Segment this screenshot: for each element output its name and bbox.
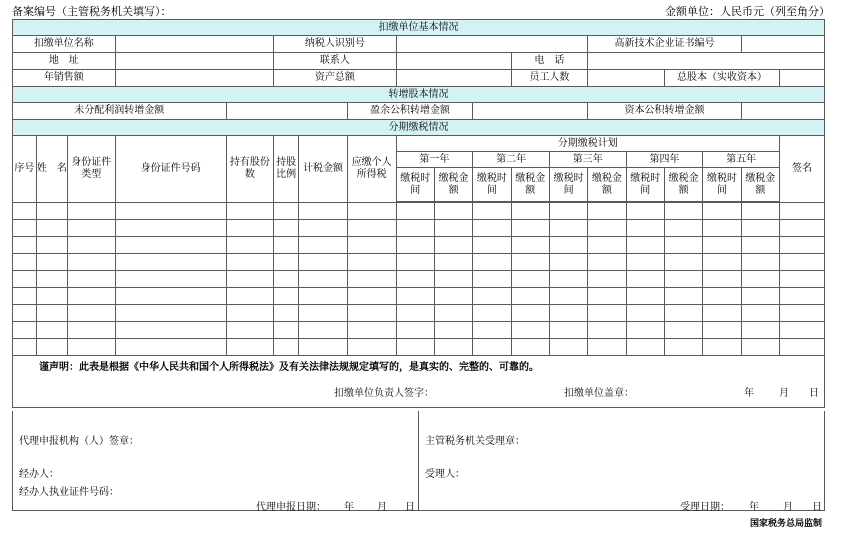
table-cell[interactable]: [274, 254, 299, 271]
table-cell[interactable]: [274, 203, 299, 220]
table-cell[interactable]: [664, 288, 702, 305]
year-1-header: 第一年: [396, 152, 473, 168]
section-basic-title: 扣缴单位基本情况: [13, 20, 825, 36]
table-cell[interactable]: [473, 288, 511, 305]
table-cell[interactable]: [396, 305, 434, 322]
table-cell[interactable]: [473, 203, 511, 220]
table-cell[interactable]: [36, 237, 67, 254]
total-assets-field[interactable]: [396, 70, 511, 87]
table-cell[interactable]: [588, 322, 626, 339]
table-cell[interactable]: [274, 339, 299, 356]
table-cell[interactable]: [36, 203, 67, 220]
table-row: [13, 237, 825, 254]
table-cell[interactable]: [115, 305, 226, 322]
table-cell[interactable]: [664, 322, 702, 339]
col-id-no: 身份证件号码: [115, 136, 226, 203]
table-cell[interactable]: [703, 305, 741, 322]
year-4-header: 第四年: [626, 152, 703, 168]
table-cell[interactable]: [664, 203, 702, 220]
withholder-name-field[interactable]: [115, 36, 274, 53]
total-assets-label: 资产总额: [274, 70, 396, 87]
table-cell[interactable]: [741, 305, 779, 322]
table-cell[interactable]: [626, 322, 664, 339]
table-cell[interactable]: [473, 237, 511, 254]
annual-sales-label: 年销售额: [13, 70, 116, 87]
table-row: [13, 288, 825, 305]
authority-seal-label: 主管税务机关受理章：: [425, 436, 525, 447]
section-capital-title: 转增股本情况: [13, 87, 825, 103]
table-cell[interactable]: [588, 271, 626, 288]
table-cell[interactable]: [299, 271, 348, 288]
table-cell[interactable]: [13, 271, 37, 288]
table-cell[interactable]: [115, 271, 226, 288]
table-cell[interactable]: [779, 203, 824, 220]
cert-no-label: 经办人执业证件号码：: [19, 487, 119, 498]
total-capital-field[interactable]: [779, 70, 824, 87]
table-cell[interactable]: [703, 271, 741, 288]
table-cell[interactable]: [473, 220, 511, 237]
table-cell[interactable]: [226, 237, 274, 254]
table-cell[interactable]: [396, 339, 434, 356]
table-cell[interactable]: [115, 254, 226, 271]
table-cell[interactable]: [626, 271, 664, 288]
table-cell[interactable]: [226, 203, 274, 220]
table-cell[interactable]: [274, 271, 299, 288]
table-cell[interactable]: [274, 237, 299, 254]
withholder-name-label: 扣缴单位名称: [13, 36, 116, 53]
table-cell[interactable]: [299, 288, 348, 305]
table-cell[interactable]: [549, 220, 587, 237]
table-cell[interactable]: [741, 339, 779, 356]
table-cell[interactable]: [703, 203, 741, 220]
table-cell[interactable]: [67, 339, 115, 356]
phone-field[interactable]: [588, 53, 825, 70]
agent-section: [13, 411, 419, 513]
surplus-field[interactable]: [473, 103, 588, 120]
table-cell[interactable]: [511, 271, 549, 288]
agent-day: 日: [405, 502, 415, 513]
table-cell[interactable]: [347, 237, 396, 254]
top-line: [12, 3, 830, 19]
table-cell[interactable]: [67, 254, 115, 271]
table-cell[interactable]: [703, 339, 741, 356]
table-cell[interactable]: [664, 271, 702, 288]
table-cell[interactable]: [13, 288, 37, 305]
table-cell[interactable]: [434, 220, 472, 237]
year-5-header: 第五年: [703, 152, 780, 168]
table-cell[interactable]: [741, 203, 779, 220]
surplus-label: 盈余公积转增金额: [347, 103, 472, 120]
col-shares: 持有股份数: [226, 136, 274, 203]
table-cell[interactable]: [703, 237, 741, 254]
pay-amount-header: 缴税金额: [741, 168, 779, 202]
table-cell[interactable]: [274, 322, 299, 339]
table-cell[interactable]: [347, 271, 396, 288]
table-cell[interactable]: [13, 237, 37, 254]
table-cell[interactable]: [664, 305, 702, 322]
receiver-label: 受理人：: [425, 469, 465, 480]
table-cell[interactable]: [67, 271, 115, 288]
table-row: [13, 322, 825, 339]
table-cell[interactable]: [226, 288, 274, 305]
table-cell[interactable]: [664, 237, 702, 254]
col-sign: 签名: [779, 136, 824, 203]
principal-signature-label: 扣缴单位负责人签字：: [334, 387, 434, 399]
table-cell[interactable]: [67, 220, 115, 237]
table-cell[interactable]: [473, 305, 511, 322]
undistributed-field[interactable]: [226, 103, 347, 120]
phone-label: 电 话: [511, 53, 588, 70]
table-cell[interactable]: [115, 237, 226, 254]
agent-month: 月: [377, 502, 387, 513]
declaration-text: 谨声明：此表是根据《中华人民共和国个人所得税法》及有关法律法规规定填写的，是真实的、完整的、可靠的。: [13, 356, 825, 380]
accept-year: 年: [749, 502, 759, 513]
table-cell[interactable]: [779, 220, 824, 237]
col-tax-due: 应缴个人所得税: [347, 136, 396, 203]
table-cell[interactable]: [67, 237, 115, 254]
table-cell[interactable]: [741, 220, 779, 237]
table-cell[interactable]: [36, 288, 67, 305]
table-cell[interactable]: [549, 305, 587, 322]
table-cell[interactable]: [511, 322, 549, 339]
table-cell[interactable]: [473, 254, 511, 271]
pay-amount-header: 缴税金额: [664, 168, 702, 202]
hightech-cert-label: 高新技术企业证书编号: [588, 36, 741, 53]
table-cell[interactable]: [115, 288, 226, 305]
table-cell[interactable]: [434, 305, 472, 322]
table-cell[interactable]: [36, 305, 67, 322]
table-cell[interactable]: [703, 254, 741, 271]
table-cell[interactable]: [473, 271, 511, 288]
sign-month: 月: [779, 387, 789, 399]
record-no-label: 备案编号（主管税务机关填写）：: [12, 5, 172, 18]
table-cell[interactable]: [115, 339, 226, 356]
table-cell[interactable]: [664, 220, 702, 237]
employees-field[interactable]: [588, 70, 665, 87]
table-cell[interactable]: [664, 339, 702, 356]
table-cell[interactable]: [626, 237, 664, 254]
table-cell[interactable]: [511, 254, 549, 271]
table-cell[interactable]: [67, 203, 115, 220]
agent-date-label: 代理申报日期：: [256, 502, 326, 513]
total-capital-label: 总股本（实收资本）: [664, 70, 779, 87]
table-cell[interactable]: [347, 305, 396, 322]
table-cell[interactable]: [626, 220, 664, 237]
receipt-section: [12, 411, 825, 511]
address-field[interactable]: [115, 53, 274, 70]
accept-day: 日: [812, 502, 822, 513]
taxpayer-id-field[interactable]: [396, 36, 588, 53]
address-label: 地 址: [13, 53, 116, 70]
year-2-header: 第二年: [473, 152, 550, 168]
table-cell[interactable]: [299, 305, 348, 322]
table-cell[interactable]: [299, 339, 348, 356]
table-cell[interactable]: [396, 203, 434, 220]
table-cell[interactable]: [347, 339, 396, 356]
pay-amount-header: 缴税金额: [588, 168, 626, 202]
table-cell[interactable]: [549, 203, 587, 220]
table-row: [13, 271, 825, 288]
form-table: [12, 19, 825, 408]
annual-sales-field[interactable]: [115, 70, 274, 87]
table-cell[interactable]: [741, 237, 779, 254]
table-cell[interactable]: [473, 322, 511, 339]
table-cell[interactable]: [299, 322, 348, 339]
sign-year: 年: [744, 387, 754, 399]
taxpayer-id-label: 纳税人识别号: [274, 36, 396, 53]
pay-time-header: 缴税时间: [703, 168, 741, 202]
table-cell[interactable]: [67, 305, 115, 322]
pay-amount-header: 缴税金额: [434, 168, 472, 202]
accept-date-label: 受理日期：: [680, 502, 730, 513]
table-cell[interactable]: [511, 288, 549, 305]
capital-reserve-label: 资本公积转增金额: [588, 103, 741, 120]
col-name: 姓 名: [36, 136, 67, 203]
table-cell[interactable]: [588, 254, 626, 271]
table-cell[interactable]: [396, 220, 434, 237]
table-cell[interactable]: [434, 339, 472, 356]
table-cell[interactable]: [549, 271, 587, 288]
hightech-cert-field[interactable]: [741, 36, 824, 53]
table-cell[interactable]: [115, 203, 226, 220]
table-cell[interactable]: [36, 339, 67, 356]
agent-seal-label: 代理申报机构（人）签章：: [19, 436, 139, 447]
table-cell[interactable]: [13, 254, 37, 271]
pay-amount-header: 缴税金额: [511, 168, 549, 202]
pay-time-header: 缴税时间: [626, 168, 664, 202]
table-cell[interactable]: [626, 288, 664, 305]
table-cell[interactable]: [511, 220, 549, 237]
table-row: [13, 254, 825, 271]
table-cell[interactable]: [36, 254, 67, 271]
table-cell[interactable]: [588, 203, 626, 220]
table-cell[interactable]: [274, 305, 299, 322]
table-row: [13, 203, 825, 220]
undistributed-label: 未分配利润转增金额: [13, 103, 227, 120]
capital-reserve-field[interactable]: [741, 103, 824, 120]
table-cell[interactable]: [626, 339, 664, 356]
table-cell[interactable]: [549, 254, 587, 271]
table-cell[interactable]: [664, 254, 702, 271]
table-cell[interactable]: [299, 203, 348, 220]
sign-day: 日: [809, 387, 819, 399]
table-cell[interactable]: [741, 322, 779, 339]
table-cell[interactable]: [299, 254, 348, 271]
table-cell[interactable]: [779, 254, 824, 271]
table-cell[interactable]: [13, 305, 37, 322]
year-3-header: 第三年: [549, 152, 626, 168]
table-cell[interactable]: [226, 339, 274, 356]
table-cell[interactable]: [511, 305, 549, 322]
table-cell[interactable]: [36, 322, 67, 339]
table-cell[interactable]: [434, 271, 472, 288]
table-cell[interactable]: [741, 288, 779, 305]
table-cell[interactable]: [626, 305, 664, 322]
table-cell[interactable]: [703, 322, 741, 339]
signature-row: [13, 380, 825, 408]
col-seq: 序号: [13, 136, 37, 203]
table-cell[interactable]: [226, 322, 274, 339]
table-cell[interactable]: [779, 271, 824, 288]
table-cell[interactable]: [396, 288, 434, 305]
table-cell[interactable]: [549, 339, 587, 356]
col-plan: 分期缴税计划: [396, 136, 779, 152]
table-row: [13, 305, 825, 322]
accept-month: 月: [783, 502, 793, 513]
table-cell[interactable]: [588, 288, 626, 305]
employees-label: 员工人数: [511, 70, 588, 87]
table-cell[interactable]: [226, 305, 274, 322]
amount-unit-label: 金额单位：人民币元（列至角分）: [665, 5, 830, 18]
table-cell[interactable]: [473, 339, 511, 356]
contact-label: 联系人: [274, 53, 396, 70]
table-cell[interactable]: [779, 305, 824, 322]
table-cell[interactable]: [67, 288, 115, 305]
table-cell[interactable]: [396, 271, 434, 288]
table-cell[interactable]: [13, 220, 37, 237]
table-cell[interactable]: [299, 237, 348, 254]
pay-time-header: 缴税时间: [396, 168, 434, 202]
table-cell[interactable]: [549, 322, 587, 339]
section-installment-title: 分期缴税情况: [13, 120, 825, 136]
table-cell[interactable]: [626, 203, 664, 220]
table-cell[interactable]: [115, 220, 226, 237]
handler-label: 经办人：: [19, 469, 59, 480]
table-cell[interactable]: [347, 203, 396, 220]
table-cell[interactable]: [588, 339, 626, 356]
table-cell[interactable]: [347, 220, 396, 237]
table-cell[interactable]: [13, 322, 37, 339]
table-cell[interactable]: [626, 254, 664, 271]
col-ratio: 持股比例: [274, 136, 299, 203]
table-cell[interactable]: [434, 254, 472, 271]
table-cell[interactable]: [347, 254, 396, 271]
table-cell[interactable]: [703, 288, 741, 305]
table-cell[interactable]: [779, 237, 824, 254]
authority-section: [419, 411, 824, 513]
table-cell[interactable]: [226, 254, 274, 271]
table-cell[interactable]: [588, 220, 626, 237]
table-cell[interactable]: [779, 288, 824, 305]
table-cell[interactable]: [13, 339, 37, 356]
table-cell[interactable]: [434, 203, 472, 220]
table-cell[interactable]: [511, 203, 549, 220]
table-cell[interactable]: [779, 322, 824, 339]
table-cell[interactable]: [67, 322, 115, 339]
table-cell[interactable]: [115, 322, 226, 339]
table-cell[interactable]: [226, 220, 274, 237]
table-cell[interactable]: [226, 271, 274, 288]
agent-year: 年: [344, 502, 354, 513]
seal-label: 扣缴单位盖章：: [564, 387, 634, 399]
table-cell[interactable]: [549, 288, 587, 305]
col-id-type: 身份证件类型: [67, 136, 115, 203]
table-cell[interactable]: [511, 339, 549, 356]
table-cell[interactable]: [434, 237, 472, 254]
table-cell[interactable]: [703, 220, 741, 237]
table-row: [13, 220, 825, 237]
table-cell[interactable]: [274, 288, 299, 305]
pay-time-header: 缴税时间: [473, 168, 511, 202]
table-cell[interactable]: [299, 220, 348, 237]
table-cell[interactable]: [434, 288, 472, 305]
table-cell[interactable]: [36, 271, 67, 288]
table-cell[interactable]: [741, 254, 779, 271]
table-cell[interactable]: [13, 203, 37, 220]
contact-field[interactable]: [396, 53, 511, 70]
table-cell[interactable]: [347, 322, 396, 339]
table-cell[interactable]: [396, 322, 434, 339]
table-cell[interactable]: [396, 254, 434, 271]
table-cell[interactable]: [36, 220, 67, 237]
table-cell[interactable]: [779, 339, 824, 356]
table-cell[interactable]: [274, 220, 299, 237]
table-cell[interactable]: [347, 288, 396, 305]
col-tax-base: 计税金额: [299, 136, 348, 203]
table-cell[interactable]: [511, 237, 549, 254]
table-cell[interactable]: [588, 237, 626, 254]
footer-note: 国家税务总局监制: [749, 519, 822, 529]
pay-time-header: 缴税时间: [549, 168, 587, 202]
table-cell[interactable]: [741, 271, 779, 288]
table-cell[interactable]: [434, 322, 472, 339]
table-cell[interactable]: [588, 305, 626, 322]
table-row: [13, 339, 825, 356]
table-cell[interactable]: [396, 237, 434, 254]
table-cell[interactable]: [549, 237, 587, 254]
